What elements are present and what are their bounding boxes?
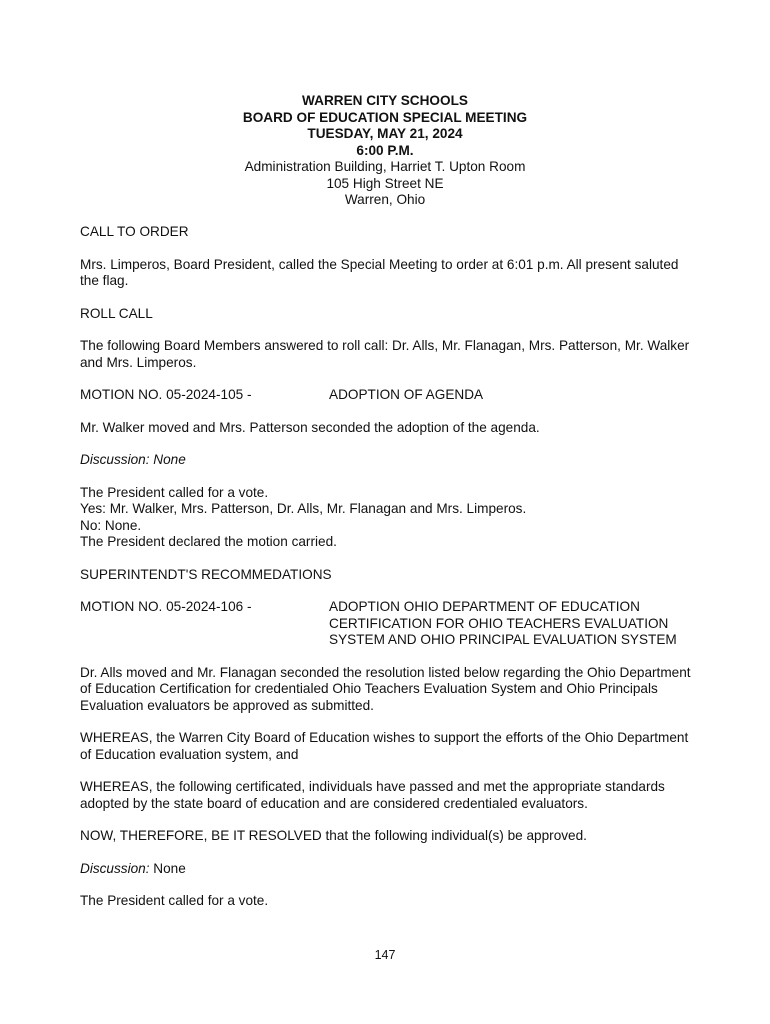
meeting-city: Warren, Ohio bbox=[344, 192, 426, 207]
motion-106-moved: Dr. Alls moved and Mr. Flanagan seconded the resolution listed below regarding the Ohio Department of Education Certification for credentialed Ohio Teachers Evaluation System and Ohio Principals Evaluation evaluators be approved as submitted. bbox=[80, 664, 691, 713]
motion-105-number: MOTION NO. 05-2024-105 - bbox=[80, 387, 252, 402]
meeting-time: 6:00 P.M. bbox=[356, 142, 414, 158]
roll-call-heading: ROLL CALL bbox=[80, 305, 153, 321]
motion-106-number: MOTION NO. 05-2024-106 - bbox=[80, 599, 252, 614]
motion-105-no: No: None. bbox=[80, 517, 142, 533]
motion-105-discussion: Discussion: None bbox=[80, 452, 186, 467]
page-number: 147 bbox=[374, 948, 396, 962]
motion-105-moved: Mr. Walker moved and Mrs. Patterson seconded the adoption of the agenda. bbox=[80, 419, 540, 435]
motion-106-discussion bbox=[80, 861, 700, 878]
call-to-order-text: Mrs. Limperos, Board President, called the Special Meeting to order at 6:01 p.m. All present saluted the flag. bbox=[80, 256, 679, 288]
minutes-body bbox=[80, 224, 700, 926]
motion-105-title: ADOPTION OF AGENDA bbox=[329, 387, 484, 402]
meeting-street: 105 High Street NE bbox=[326, 175, 444, 191]
motion-105-vote-call: The President called for a vote. bbox=[80, 484, 269, 500]
motion-106-whereas-1: WHEREAS, the Warren City Board of Education wishes to support the efforts of the Ohio Department of Education evaluation system, and bbox=[80, 730, 689, 762]
motion-106-whereas-2: WHEREAS, the following certificated, individuals have passed and met the appropriate standards adopted by the state board of education and are considered credentialed evaluators. bbox=[80, 779, 665, 811]
meeting-location: Administration Building, Harriet T. Upton Room bbox=[244, 159, 526, 174]
meeting-header bbox=[0, 93, 770, 209]
motion-105-vote bbox=[80, 485, 700, 551]
meeting-title: BOARD OF EDUCATION SPECIAL MEETING bbox=[242, 109, 528, 125]
motion-106-resolved: NOW, THEREFORE, BE IT RESOLVED that the following individual(s) be approved. bbox=[80, 828, 587, 843]
motion-106-vote-call: The President called for a vote. bbox=[80, 893, 269, 908]
motion-105-header bbox=[80, 387, 700, 404]
meeting-date: TUESDAY, MAY 21, 2024 bbox=[307, 126, 463, 141]
motion-106-header bbox=[80, 599, 700, 649]
call-to-order-heading: CALL TO ORDER bbox=[80, 224, 189, 239]
motion-106-title: ADOPTION OHIO DEPARTMENT OF EDUCATION CERTIFICATION FOR OHIO TEACHERS EVALUATION SYSTEM AND OHIO PRINCIPAL EVALUATION SYSTEM bbox=[329, 599, 677, 647]
roll-call-text: The following Board Members answered to roll call: Dr. Alls, Mr. Flanagan, Mrs. Patterson, Mr. Walker and Mrs. Limperos. bbox=[80, 338, 690, 370]
recommendations-heading: SUPERINTENDT'S RECOMMEDATIONS bbox=[80, 566, 332, 582]
motion-106-discussion-label: Discussion: bbox=[80, 860, 150, 876]
motion-106-discussion-value: None bbox=[149, 860, 186, 876]
motion-105-result: The President declared the motion carried. bbox=[80, 534, 337, 549]
district-name: WARREN CITY SCHOOLS bbox=[302, 93, 468, 108]
motion-105-yes: Yes: Mr. Walker, Mrs. Patterson, Dr. Alls, Mr. Flanagan and Mrs. Limperos. bbox=[80, 501, 527, 516]
